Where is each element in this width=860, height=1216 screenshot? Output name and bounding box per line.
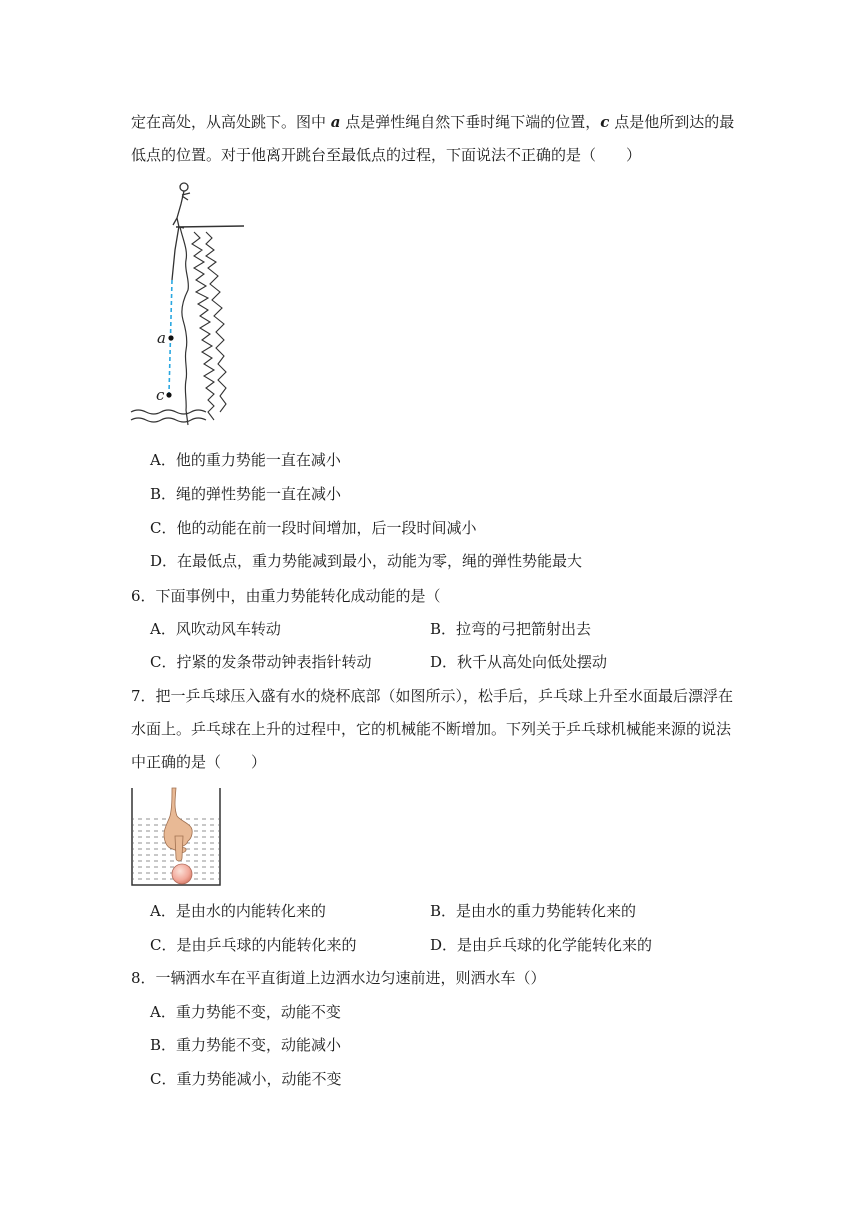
jumper-head: [180, 183, 188, 191]
q5-stem-text: 点是他所到达的最: [609, 113, 735, 131]
point-a: [168, 335, 173, 340]
rope: [172, 226, 179, 280]
point-a-label: a: [330, 113, 341, 131]
figure-label-a: a: [157, 329, 166, 347]
q6-option-c: C．拧紧的发条带动钟表指针转动: [150, 653, 372, 671]
q6-option-b: B．拉弯的弓把箭射出去: [430, 620, 592, 638]
q6-option-a: A．风吹动风车转动: [150, 620, 281, 638]
q5-stem-text: 定在高处，从高处跳下。图中: [131, 113, 331, 131]
q7-option-a: A．是由水的内能转化来的: [150, 902, 326, 920]
figure-label-c: c: [156, 386, 165, 404]
q8-stem: 8．一辆洒水车在平直街道上边洒水边匀速前进，则洒水车（）: [131, 969, 546, 987]
q8-option-a: A．重力势能不变，动能不变: [150, 1003, 341, 1021]
jumper-arms: [182, 193, 190, 200]
q5-option-a: A．他的重力势能一直在减小: [150, 451, 341, 469]
q5-stem-line-2: 低点的位置。对于他离开跳台至最低点的过程，下面说法不正确的是（ ）: [131, 146, 642, 164]
beaker-figure: [130, 786, 224, 888]
q5-option-b: B．绳的弹性势能一直在减小: [150, 485, 342, 503]
water-wave: [131, 418, 206, 422]
q7-stem-line-2: 水面上。乒乓球在上升的过程中，它的机械能不断增加。下列关于乒乓球机械能来源的说法: [131, 720, 732, 738]
q7-option-c: C．是由乒乓球的内能转化来的: [150, 936, 357, 954]
point-c: [166, 392, 171, 397]
bungee-jump-figure: [128, 180, 258, 430]
point-c-label: c: [600, 113, 610, 131]
q8-option-b: B．重力势能不变，动能减小: [150, 1036, 342, 1054]
cliff-face: [180, 227, 188, 425]
water-wave: [131, 410, 206, 414]
q7-option-d: D．是由乒乓球的化学能转化来的: [430, 936, 653, 954]
q7-stem-line-3: 中正确的是（ ）: [131, 753, 267, 771]
finger: [175, 836, 183, 861]
q7-option-b: B．是由水的重力势能转化来的: [430, 902, 637, 920]
q5-option-d: D．在最低点，重力势能减到最小，动能为零，绳的弹性势能最大: [150, 552, 583, 570]
cliff-hatching: [192, 232, 214, 420]
q6-option-d: D．秋千从高处向低处摆动: [430, 653, 608, 671]
ping-pong-ball: [172, 864, 192, 884]
q7-stem-line-1: 7．把一乒乓球压入盛有水的烧杯底部（如图所示），松手后，乒乓球上升至水面最后漂浮在: [131, 687, 734, 705]
platform: [176, 226, 244, 227]
q6-stem: 6．下面事例中，由重力势能转化成动能的是（: [131, 587, 441, 605]
q5-stem-text: 点是弹性绳自然下垂时绳下端的位置，: [340, 113, 601, 131]
q5-option-c: C．他的动能在前一段时间增加，后一段时间减小: [150, 519, 477, 537]
q8-option-c: C．重力势能减小，动能不变: [150, 1070, 342, 1088]
q5-stem-line-1: [131, 112, 734, 132]
